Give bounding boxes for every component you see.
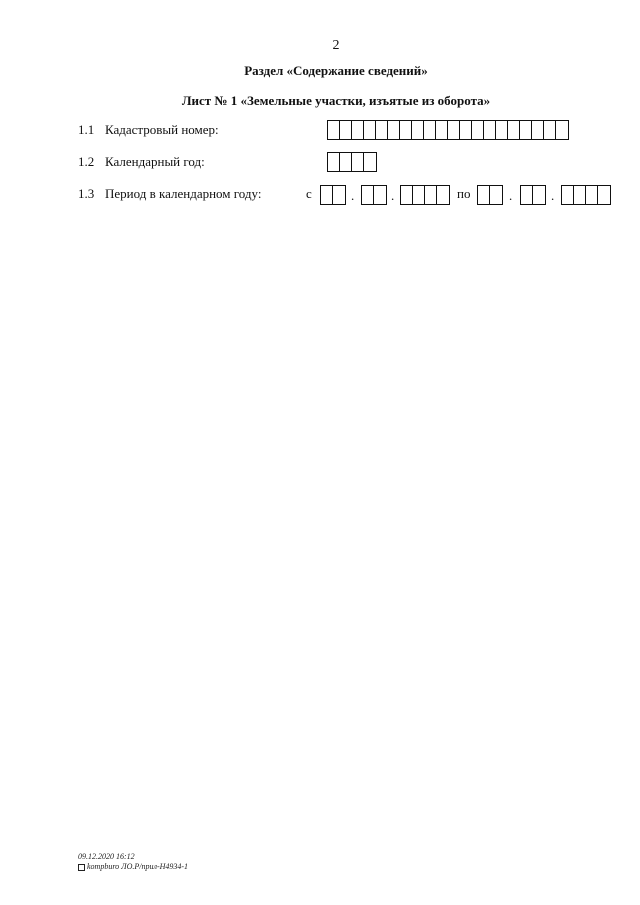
field-label: Период в календарном году: [105, 186, 262, 201]
period-from-year-input[interactable] [400, 185, 450, 205]
period-to-label: по [457, 186, 471, 201]
calendar-year-input[interactable] [327, 152, 377, 172]
cadastral-number-input[interactable] [327, 120, 569, 140]
field-number: 1.3 [78, 186, 95, 201]
footer-reference: kompburo ЛО.Р/прил-Н4934-1 [87, 862, 189, 871]
field-number: 1.1 [78, 122, 95, 137]
period-to-month-input[interactable] [520, 185, 546, 205]
period-from-label: с [306, 186, 312, 201]
date-separator: . [551, 188, 555, 203]
footer-reference-line [78, 862, 188, 872]
period-to-year-input[interactable] [561, 185, 611, 205]
date-separator: . [509, 188, 513, 203]
section-title: Раздел «Содержание сведений» [244, 63, 428, 78]
period-from-day-input[interactable] [320, 185, 346, 205]
sheet-title: Лист № 1 «Земельные участки, изъятые из оборота» [181, 93, 491, 108]
page-number: 2 [332, 38, 340, 53]
field-number: 1.2 [78, 154, 95, 169]
period-from-month-input[interactable] [361, 185, 387, 205]
period-to-day-input[interactable] [477, 185, 503, 205]
date-separator: . [391, 188, 395, 203]
footer-timestamp: 09.12.2020 16:12 [78, 852, 135, 861]
document-icon [78, 864, 85, 871]
footer [78, 852, 188, 872]
field-label: Календарный год: [105, 154, 205, 169]
date-separator: . [351, 188, 355, 203]
field-label: Кадастровый номер: [105, 122, 219, 137]
